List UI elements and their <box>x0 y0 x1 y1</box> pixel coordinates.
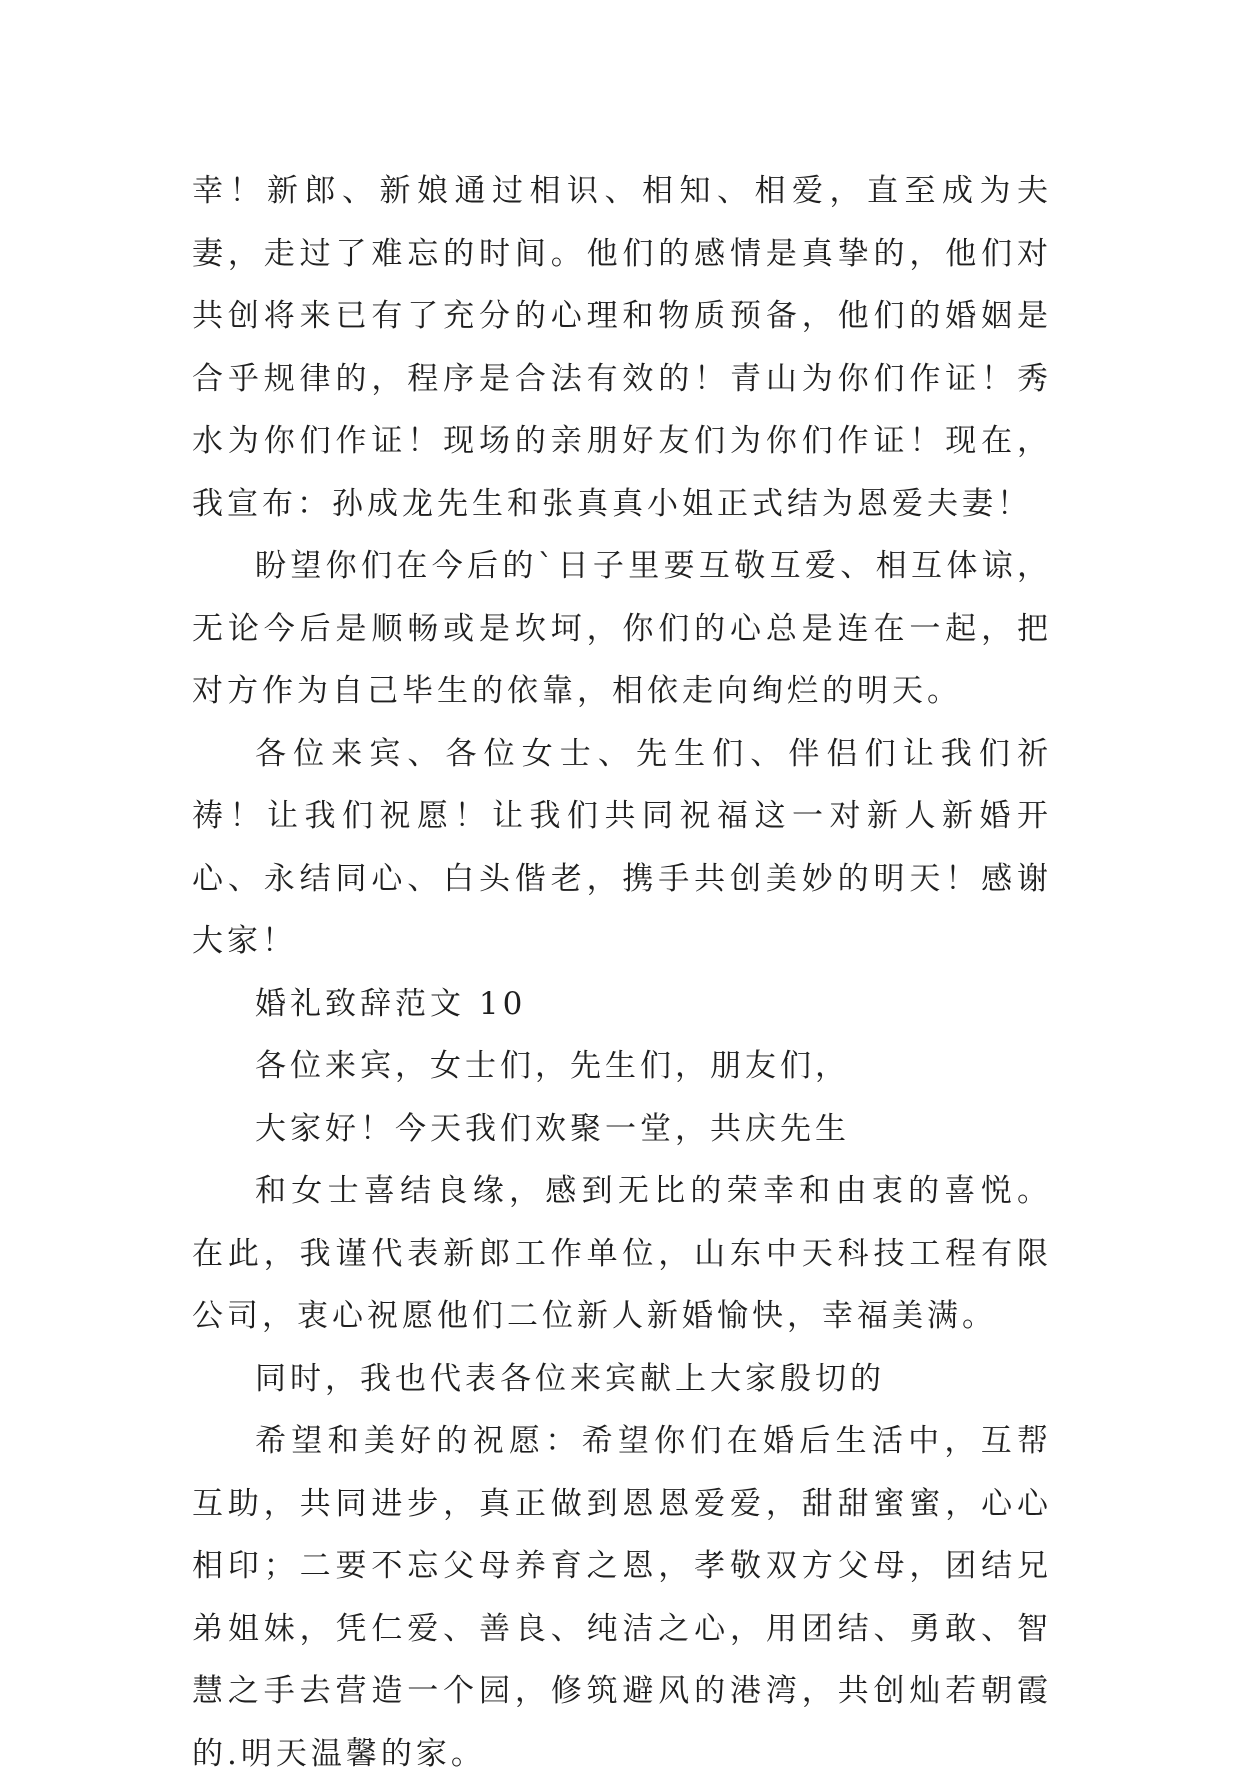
document-body <box>192 160 1052 1785</box>
paragraph-congratulation: 和女士喜结良缘，感到无比的荣幸和由衷的喜悦。在此，我谨代表新郎工作单位，山东中天科技工程有限公司，衷心祝愿他们二位新人新婚愉快，幸福美满。 <box>192 1173 1052 1334</box>
greeting: 大家好！今天我们欢聚一堂，共庆先生 <box>255 1110 850 1147</box>
paragraph-also: 同时，我也代表各位来宾献上大家殷切的 <box>255 1360 885 1397</box>
section-heading: 婚礼致辞范文 10 <box>255 985 527 1022</box>
salutation: 各位来宾，女士们，先生们，朋友们， <box>255 1048 850 1084</box>
paragraph-3: 各位来宾、各位女士、先生们、伴侣们让我们祈祷！让我们祝愿！让我们共同祝福这一对新人新婚开心、永结同心、白头偕老，携手共创美妙的明天！感谢大家！ <box>192 735 1052 959</box>
paragraph-1: 幸！新郎、新娘通过相识、相知、相爱，直至成为夫妻，走过了难忘的时间。他们的感情是真挚的，他们对共创将来已有了充分的心理和物质预备，他们的婚姻是合乎规律的，程序是合法有效的！青山为你们作证！秀水为你们作证！现场的亲朋好友们为你们作证！现在，我宣布：孙成龙先生和张真真小姐正式结为恩爱夫妻！ <box>192 173 1052 522</box>
paragraph-wishes: 希望和美好的祝愿：希望你们在婚后生活中，互帮互助，共同进步，真正做到恩恩爱爱，甜甜蜜蜜，心心相印；二要不忘父母养育之恩，孝敬双方父母，团结兄弟姐妹，凭仁爱、善良、纯洁之心，用团结、勇敢、智慧之手去营造一个园，修筑避风的港湾，共创灿若朝霞的.明天温馨的家。 <box>192 1423 1052 1772</box>
paragraph-2: 盼望你们在今后的`日子里要互敬互爱、相互体谅，无论今后是顺畅或是坎坷，你们的心总是连在一起，把对方作为自己毕生的依靠，相依走向绚烂的明天。 <box>192 548 1052 709</box>
